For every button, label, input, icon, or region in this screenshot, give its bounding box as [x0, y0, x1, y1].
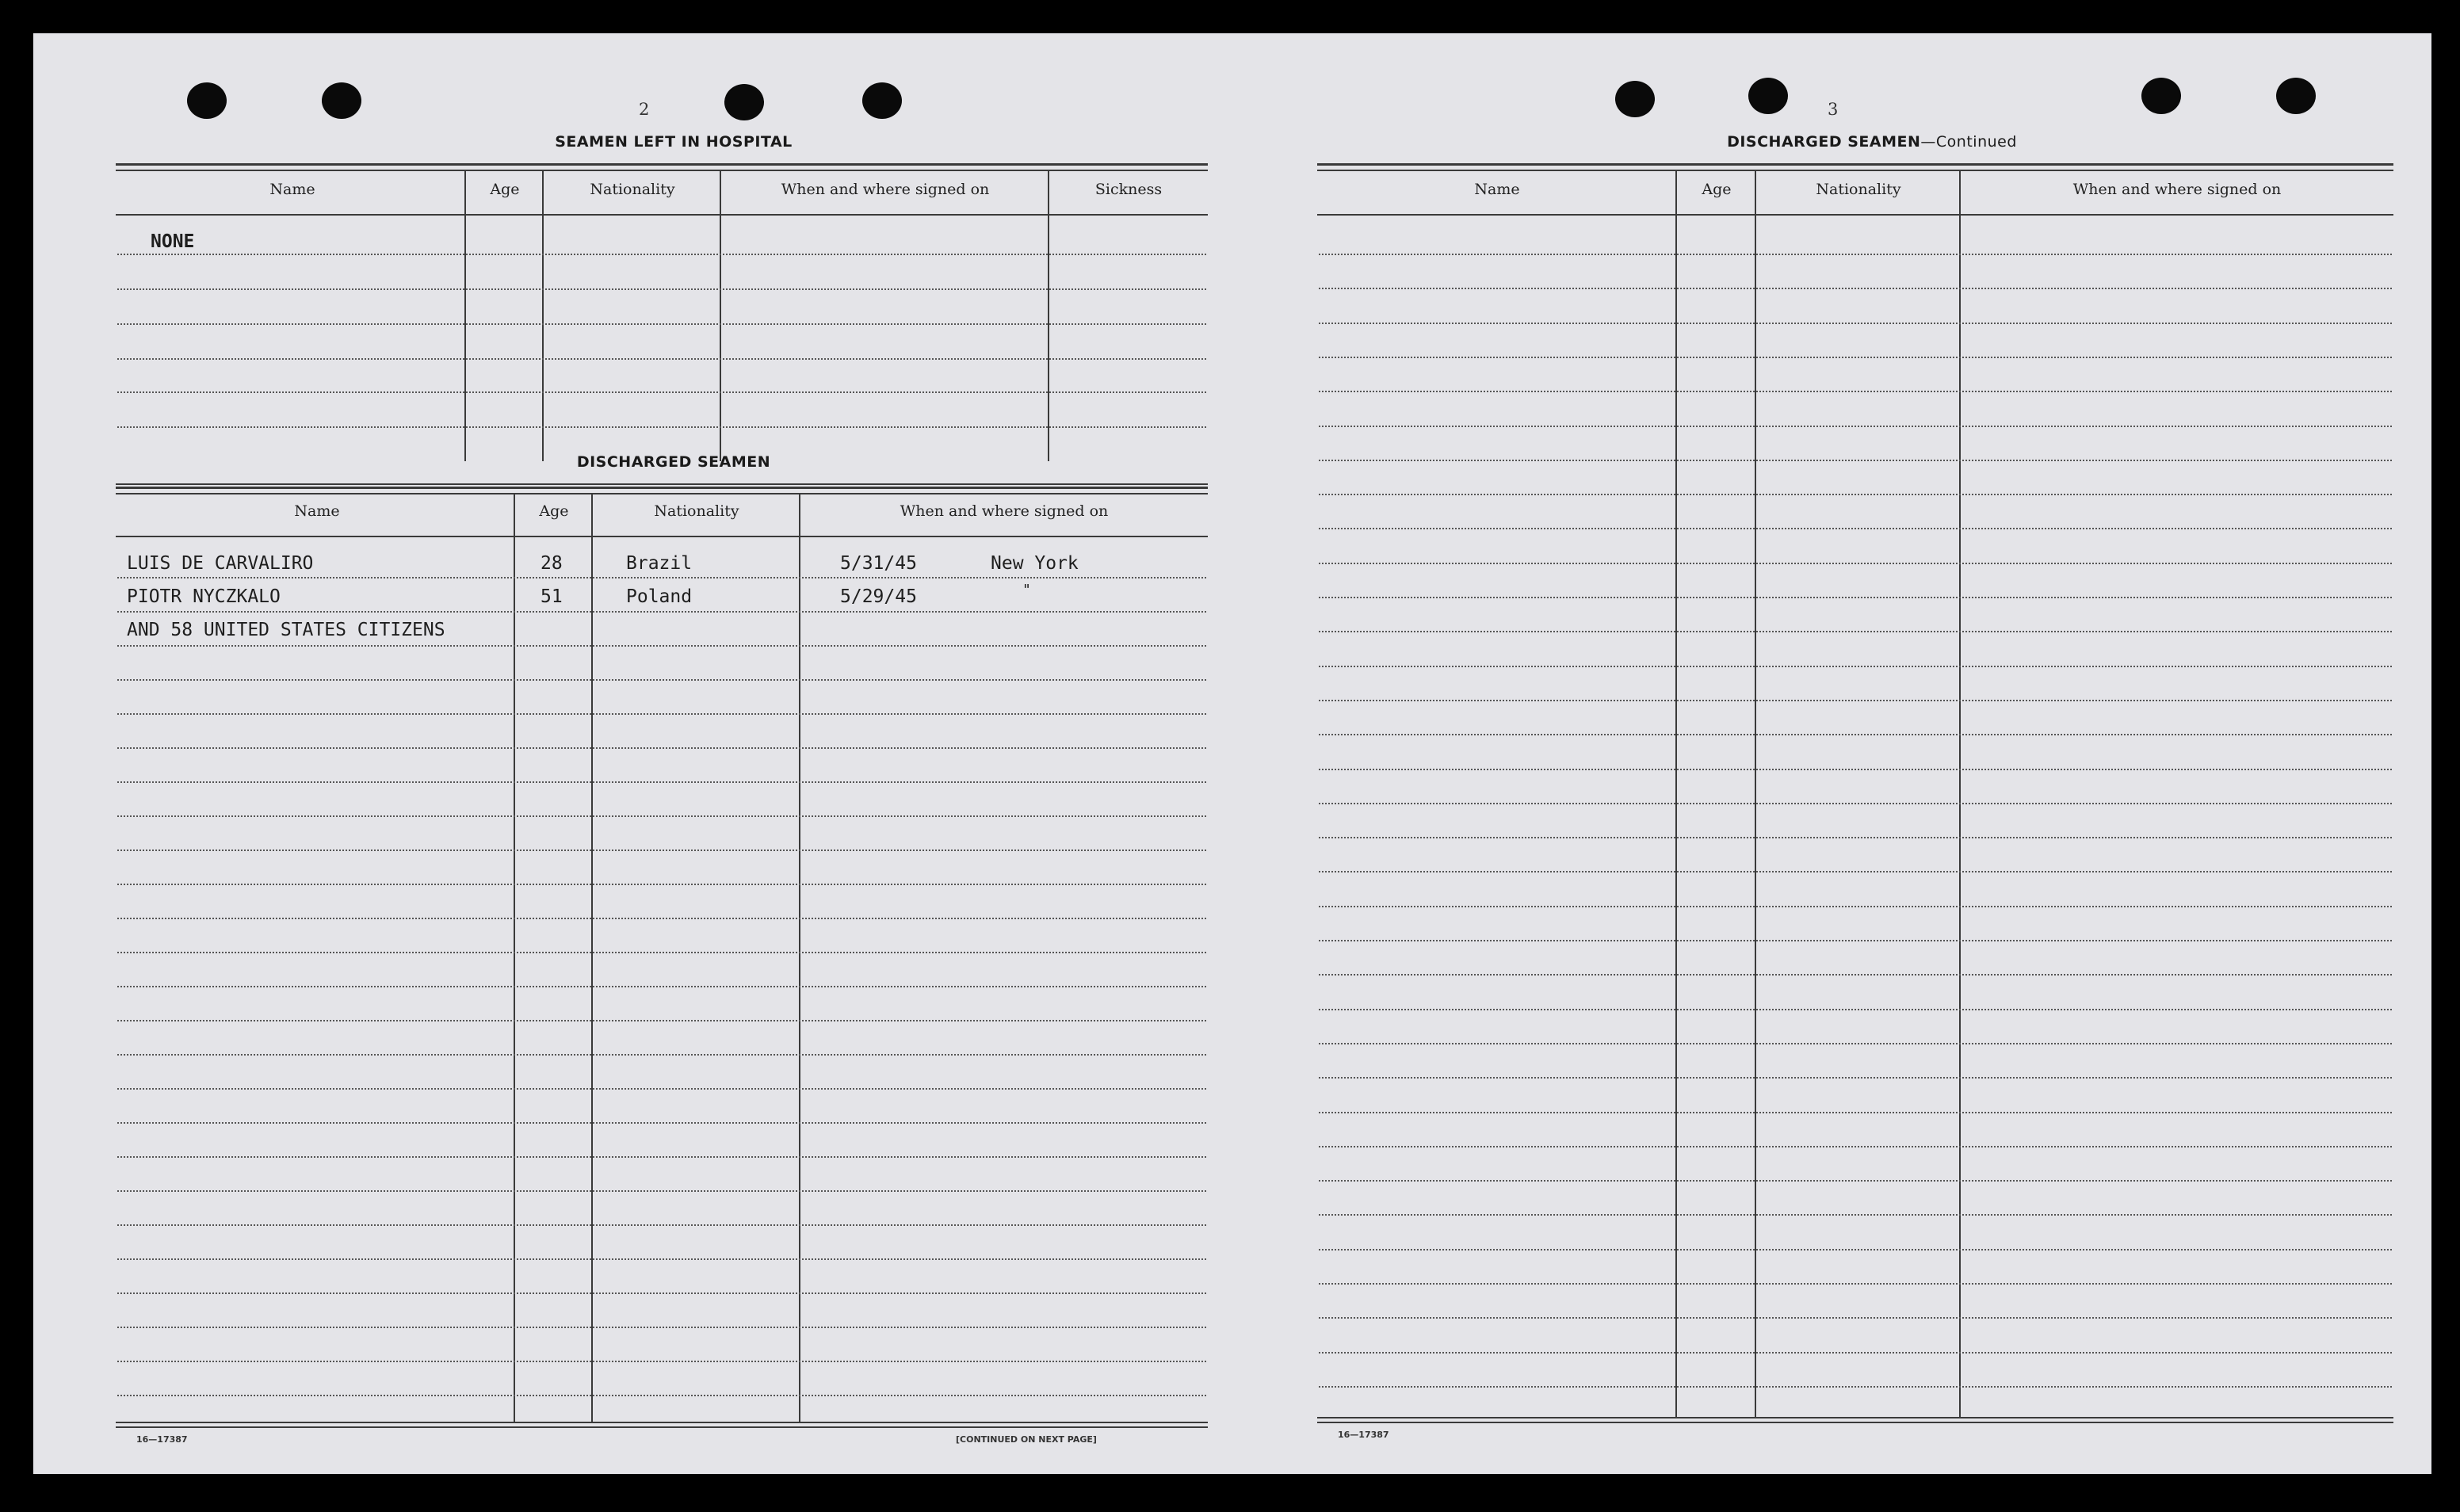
punch-hole	[187, 82, 227, 119]
header-rule	[116, 487, 1208, 489]
row-rule	[117, 781, 1206, 783]
column-header-name: Name	[1474, 181, 1520, 198]
bottom-rule	[1317, 1417, 2393, 1418]
row-rule	[1319, 1009, 2392, 1010]
column-divider	[1675, 171, 1677, 1418]
row-rule	[117, 1292, 1206, 1294]
row-rule	[117, 288, 1206, 290]
row-rule	[1319, 1112, 2392, 1113]
row-rule	[117, 1224, 1206, 1226]
column-header-nationality: Nationality	[590, 181, 675, 198]
row-rule	[117, 850, 1206, 851]
row-rule	[117, 611, 1206, 613]
row-rule	[1319, 426, 2392, 427]
column-header-rule	[1317, 214, 2393, 216]
continued-title-text: DISCHARGED SEAMEN	[1727, 133, 1921, 151]
row-rule	[117, 358, 1206, 360]
row-rule	[1319, 1180, 2392, 1182]
column-header-rule	[116, 214, 1208, 216]
row-rule	[1319, 974, 2392, 976]
column-header-name: Name	[269, 181, 315, 198]
seaman-signed-date: 5/29/45	[840, 586, 917, 607]
form-number: 16—17387	[136, 1434, 188, 1445]
seaman-signed-place: New York	[991, 553, 1079, 574]
column-divider	[1048, 171, 1049, 461]
row-rule	[1319, 1283, 2392, 1285]
row-rule	[1319, 1386, 2392, 1388]
column-header-age: Age	[1702, 181, 1732, 198]
column-divider	[464, 171, 466, 461]
row-rule	[1319, 1043, 2392, 1044]
column-header-rule	[116, 536, 1208, 537]
row-rule	[117, 426, 1206, 428]
seaman-signed-place: "	[1022, 582, 1031, 598]
column-divider	[514, 494, 515, 1423]
seaman-nationality: Poland	[626, 586, 693, 607]
hospital-entry: NONE	[151, 231, 195, 252]
page-number: 2	[639, 100, 650, 119]
row-rule	[117, 1361, 1206, 1362]
row-rule	[117, 1190, 1206, 1192]
row-rule	[1319, 871, 2392, 872]
punch-hole	[724, 84, 764, 120]
row-rule	[117, 323, 1206, 325]
section-rule	[116, 483, 1208, 485]
row-rule	[1319, 288, 2392, 289]
seaman-signed-date: 5/31/45	[840, 553, 917, 574]
row-rule	[1319, 254, 2392, 255]
punch-hole	[2141, 78, 2181, 114]
row-rule	[1319, 323, 2392, 324]
row-rule	[1319, 1249, 2392, 1250]
column-divider	[1755, 171, 1756, 1418]
row-rule	[117, 254, 1206, 255]
continued-title-suffix: —Continued	[1920, 133, 2017, 151]
column-divider	[799, 494, 800, 1423]
column-header-sickness: Sickness	[1094, 181, 1163, 198]
seaman-age: 28	[541, 553, 563, 574]
row-rule	[117, 1088, 1206, 1090]
column-divider	[591, 494, 593, 1423]
punch-hole	[1615, 81, 1655, 117]
row-rule	[1319, 357, 2392, 358]
row-rule	[1319, 597, 2392, 598]
row-rule	[1319, 1214, 2392, 1216]
row-rule	[117, 1156, 1206, 1158]
row-rule	[117, 713, 1206, 715]
row-rule	[117, 679, 1206, 681]
row-rule	[1319, 734, 2392, 735]
column-divider	[542, 171, 544, 461]
row-rule	[1319, 803, 2392, 804]
row-rule	[1319, 631, 2392, 632]
seaman-name: PIOTR NYCZKALO	[127, 586, 281, 607]
row-rule	[1319, 1146, 2392, 1147]
row-rule	[117, 1327, 1206, 1328]
row-rule	[1319, 940, 2392, 941]
column-header-age: Age	[490, 181, 520, 198]
punch-hole	[862, 82, 902, 119]
row-rule	[117, 577, 1206, 578]
row-rule	[117, 747, 1206, 749]
header-rule	[1317, 170, 2393, 171]
document-sheet	[33, 33, 2431, 1474]
row-rule	[117, 1395, 1206, 1396]
column-header-nationality: Nationality	[1816, 181, 1901, 198]
row-rule	[117, 884, 1206, 885]
punch-hole	[322, 82, 361, 119]
punch-hole	[2276, 78, 2316, 114]
bottom-rule	[116, 1422, 1208, 1423]
header-rule	[116, 163, 1208, 166]
row-rule	[117, 1258, 1206, 1260]
continued-section-title	[1317, 133, 2427, 151]
row-rule	[1319, 769, 2392, 770]
row-rule	[117, 986, 1206, 987]
row-rule	[1319, 906, 2392, 907]
seaman-age: 51	[541, 586, 563, 607]
row-rule	[117, 952, 1206, 953]
column-divider	[1959, 171, 1961, 1418]
form-number: 16—17387	[1338, 1430, 1389, 1440]
row-rule	[1319, 391, 2392, 392]
column-header-name: Name	[294, 502, 340, 520]
row-rule	[117, 391, 1206, 393]
column-header-signed-on: When and where signed on	[781, 181, 990, 198]
page-number: 3	[1828, 100, 1839, 119]
header-rule	[116, 170, 1208, 171]
seaman-name: LUIS DE CARVALIRO	[127, 553, 314, 574]
row-rule	[1319, 563, 2392, 564]
row-rule	[117, 815, 1206, 817]
seaman-nationality: Brazil	[626, 553, 693, 574]
bottom-rule	[1317, 1422, 2393, 1423]
row-rule	[1319, 700, 2392, 701]
hospital-section-title: SEAMEN LEFT IN HOSPITAL	[555, 133, 793, 151]
bottom-rule	[116, 1426, 1208, 1428]
row-rule	[1319, 666, 2392, 667]
row-rule	[1319, 460, 2392, 461]
column-header-nationality: Nationality	[654, 502, 739, 520]
column-divider	[720, 171, 721, 461]
punch-hole	[1748, 78, 1788, 114]
row-rule	[1319, 1352, 2392, 1354]
header-rule	[116, 493, 1208, 494]
row-rule	[1319, 494, 2392, 495]
header-rule	[1317, 163, 2393, 166]
row-rule	[117, 645, 1206, 647]
row-rule	[117, 1122, 1206, 1124]
column-header-age: Age	[539, 502, 569, 520]
column-header-signed-on: When and where signed on	[900, 502, 1109, 520]
row-rule	[1319, 1077, 2392, 1079]
continued-note: [CONTINUED ON NEXT PAGE]	[956, 1434, 1097, 1445]
row-rule	[1319, 528, 2392, 529]
row-rule	[1319, 837, 2392, 838]
column-header-signed-on: When and where signed on	[2072, 181, 2282, 198]
row-rule	[1319, 1317, 2392, 1319]
row-rule	[117, 1020, 1206, 1021]
row-rule	[117, 918, 1206, 919]
discharged-section-title: DISCHARGED SEAMEN	[576, 453, 771, 471]
row-rule	[117, 1054, 1206, 1056]
discharged-note: AND 58 UNITED STATES CITIZENS	[127, 620, 445, 640]
